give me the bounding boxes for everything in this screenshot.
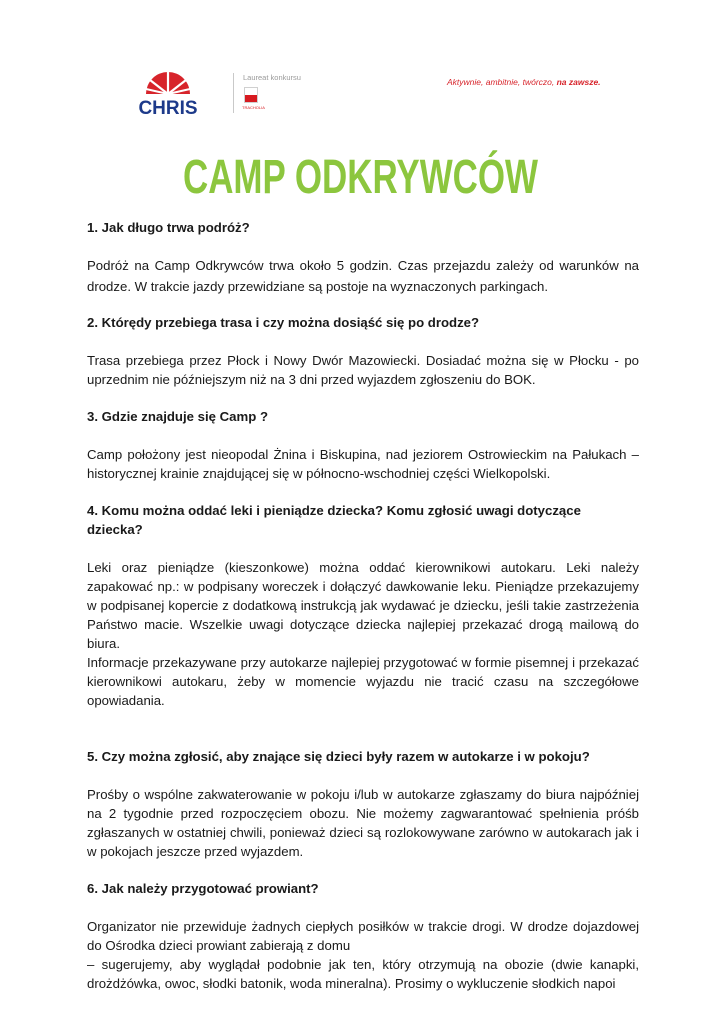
- faq-answer: Leki oraz pieniądze (kieszonkowe) można oddać kierownikowi autokaru. Leki należy zapakować np.: w podpisany woreczek i dołączyć dawkowanie leku. Pieniądze przekazujemy w podpisanej kopercie z dodatkową instrukcją jak wydawać je dziecku, jeśli takie zastrzeżenia Państwo macie. Wszelkie uwagi dotyczące dziecka najlepiej przekazać drogą mailową do biura.: [87, 560, 639, 651]
- faq-question: 1. Jak długo trwa podróż?: [87, 220, 250, 235]
- faq-question: 4. Komu można oddać leki i pieniądze dziecka? Komu zgłosić uwagi dotyczące dziecka?: [87, 503, 581, 537]
- faq-question: 5. Czy można zgłosić, aby znające się dzieci były razem w autokarze i w pokoju?: [87, 749, 590, 764]
- faq-question: 2. Którędy przebiega trasa i czy można dosiąść się po drodze?: [87, 315, 480, 330]
- faq-answer: Prośby o wspólne zakwaterowanie w pokoju i/lub w autokarze zgłaszamy do biura najpóźniej na 2 tygodnie przed rozpoczęciem obozu. Nie możemy zagwarantować spełnienia próśb zgłaszanych w ostatniej chwili, ponieważ dzieci są rozlokowywane zarówno w autokarach jak i w pokojach jeszcze przed wyjazdem.: [87, 787, 639, 859]
- faq-answer: Informacje przekazywane przy autokarze najlepiej przygotować w formie pisemnej i przekazać kierownikowi autokaru, żeby w momencie wyjazdu nie tracić czasu na szczegółowe opowiadania.: [87, 655, 639, 708]
- faq-answer: Podróż na Camp Odkrywców trwa około 5 godzin. Czas przejazdu zależy od warunków na drodze. W trakcie jazdy przewidziane są postoje na wyznaczonych parkingach.: [87, 258, 639, 294]
- faq-question: 3. Gdzie znajduje się Camp ?: [87, 409, 269, 424]
- chris-logo-text: CHRIS: [138, 98, 198, 119]
- faq-answer: Trasa przebiega przez Płock i Nowy Dwór Mazowiecki. Dosiadać można się w Płocku - po uprzednim nie późniejszym niż na 3 dni przed wyjazdem zgłoszeniu do BOK.: [87, 353, 639, 387]
- laureat-label: Laureat konkursu: [243, 73, 301, 82]
- page-header: [0, 0, 725, 204]
- sun-logo-icon: [146, 72, 190, 94]
- slogan-plain: Aktywnie, ambitnie, twórczo,: [447, 77, 557, 87]
- laureat-badge-text: TRACHOLIA: [242, 105, 265, 110]
- camp-title-logo: [183, 147, 671, 204]
- faq-content: [87, 218, 639, 993]
- flag-icon: [244, 87, 258, 103]
- faq-answer: Organizator nie przewiduje żadnych ciepłych posiłków w trakcie drogi. W drodze dojazdowej do Ośrodka dzieci prowiant zabierają z domu: [87, 919, 639, 953]
- laureat-badge: [233, 73, 313, 117]
- header-divider: [233, 73, 234, 113]
- chris-logo: [118, 74, 218, 118]
- faq-answer: – sugerujemy, aby wyglądał podobnie jak ten, który otrzymują na obozie (dwie kanapki, drożdżówka, owoc, słodki batonik, woda mineralna). Prosimy o wykluczenie słodkich napoi: [87, 957, 639, 991]
- faq-answer: Camp położony jest nieopodal Żnina i Biskupina, nad jeziorem Ostrowieckim na Pałukach – historycznej krainie znajdującej się w północno-wschodniej części Wielkopolski.: [87, 447, 639, 481]
- slogan-bold: na zawsze.: [556, 77, 601, 87]
- camp-title-text: CAMP ODKRYWCÓW: [183, 151, 671, 204]
- slogan: [447, 77, 601, 87]
- faq-question: 6. Jak należy przygotować prowiant?: [87, 881, 319, 896]
